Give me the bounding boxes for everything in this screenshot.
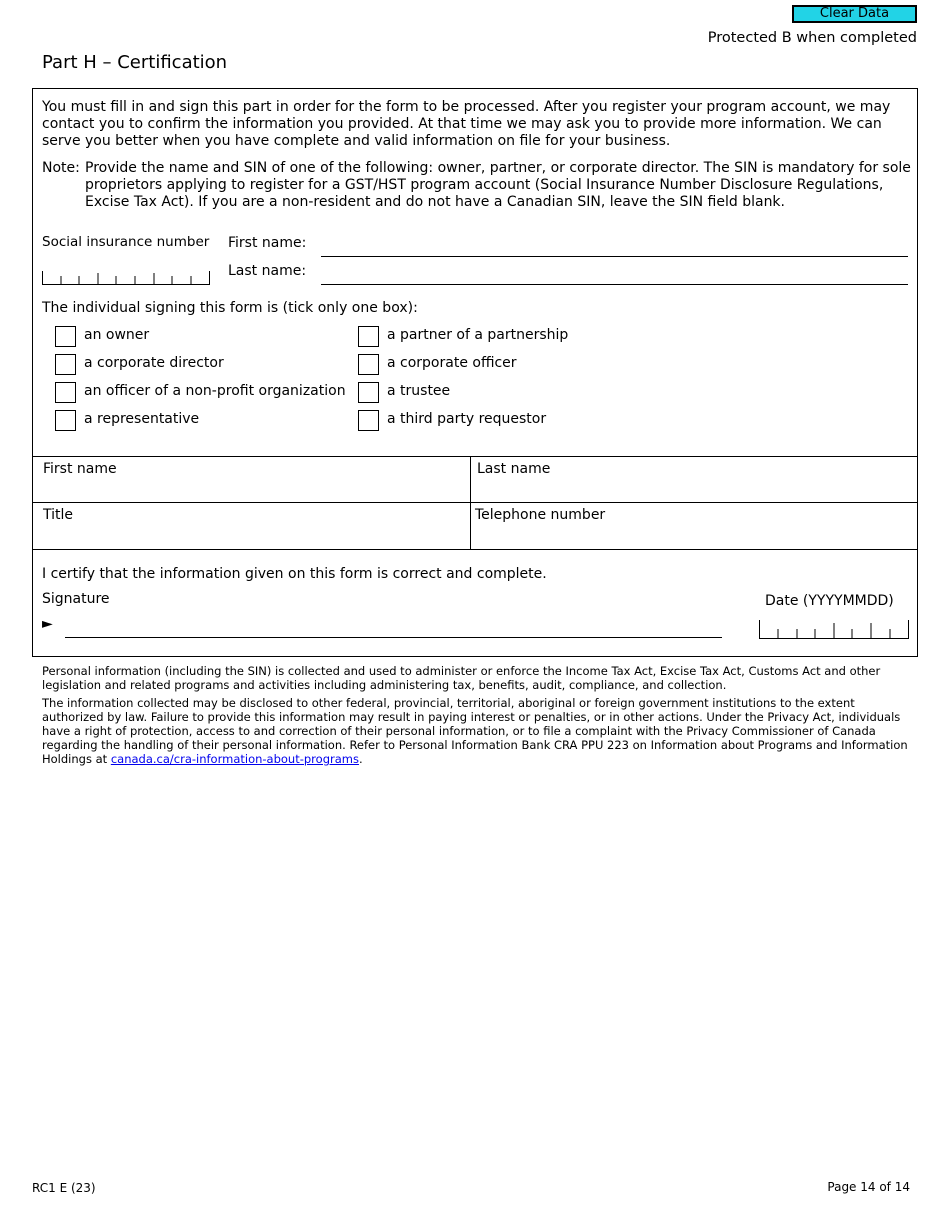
trustee-checkbox[interactable] [358, 382, 379, 403]
last-name-label: Last name: [228, 263, 307, 279]
privacy-statement-1: Personal information (including the SIN) is collected and used to administer or enforce the Income Tax Act, Excise Tax Act, Customs Act and other legislation and related programs and activities including administering tax, benefits, audit, compliance, and collection. [42, 664, 881, 692]
corporate-officer-option-label: a corporate officer [387, 355, 517, 371]
non-profit-officer-checkbox[interactable] [55, 382, 76, 403]
last-name-field[interactable] [321, 284, 908, 285]
part-title: Part H – Certification [42, 52, 228, 73]
signature-label: Signature [42, 591, 110, 607]
cra-info-link[interactable]: canada.ca/cra-information-about-programs [110, 752, 359, 766]
privacy-statement-2-end: . [358, 752, 363, 766]
form-code: RC1 E (23) [32, 1181, 96, 1195]
clear-data-button[interactable]: Clear Data [792, 5, 917, 23]
table-divider [32, 549, 918, 550]
signature-field[interactable] [65, 637, 722, 638]
signer-type-prompt: The individual signing this form is (tick only one box): [42, 300, 418, 316]
intro-text: You must fill in and sign this part in order for the form to be processed. After you register your program account, we may contact you to confirm the information you provided. At that time we may ask you to provide more information. We can serve you better when you have complete and valid information on file for your business. [42, 99, 891, 149]
note-text: Provide the name and SIN of one of the following: owner, partner, or corporate director. The SIN is mandatory for sole proprietors applying to register for a GST/HST program account (Social Insurance Number Disclosure Regulations, Excise Tax Act). If you are a non-resident and do not have a Canadian SIN, leave the SIN field blank. [85, 160, 911, 210]
sin-label: Social insurance number [42, 234, 210, 250]
first-name-field[interactable] [321, 256, 908, 257]
date-label: Date (YYYYMMDD) [765, 593, 894, 609]
third-party-requestor-option-label: a third party requestor [387, 411, 547, 427]
telephone-label: Telephone number [475, 507, 606, 523]
corporate-director-option-label: a corporate director [84, 355, 224, 371]
page-number: Page 14 of 14 [827, 1180, 910, 1194]
first-name-label: First name: [228, 235, 307, 251]
trustee-option-label: a trustee [387, 383, 451, 399]
partner-option-label: a partner of a partnership [387, 327, 569, 343]
third-party-requestor-checkbox[interactable] [358, 410, 379, 431]
note-label: Note: [42, 160, 80, 176]
certification-statement: I certify that the information given on this form is correct and complete. [42, 566, 547, 582]
non-profit-officer-option-label: an officer of a non-profit organization [84, 383, 346, 399]
representative-option-label: a representative [84, 411, 200, 427]
owner-checkbox[interactable] [55, 326, 76, 347]
sin-input[interactable] [42, 263, 210, 285]
protected-label: Protected B when completed [707, 30, 917, 46]
privacy-statement-2-text: The information collected may be disclosed to other federal, provincial, territorial, aboriginal or foreign government institutions to the extent authorized by law. Failure to provide this information may result in paying interest or penalties, or in other actions. Under the Privacy Act, individuals have a right of protection, access to and correction of their personal information, or to file a complaint with the Privacy Commissioner of Canada regarding the handling of their personal information. Refer to Personal Information Bank CRA PPU 223 on Information about Programs and Information Holdings at [42, 696, 908, 766]
corporate-director-checkbox[interactable] [55, 354, 76, 375]
title-label: Title [43, 507, 74, 523]
date-input[interactable] [759, 618, 909, 639]
contact-last-name-label: Last name [477, 461, 551, 477]
contact-first-name-label: First name [43, 461, 117, 477]
title-field[interactable] [33, 503, 470, 549]
partner-checkbox[interactable] [358, 326, 379, 347]
corporate-officer-checkbox[interactable] [358, 354, 379, 375]
owner-option-label: an owner [84, 327, 150, 343]
privacy-statement-2 [42, 696, 914, 766]
arrow-right-icon: ► [42, 616, 53, 632]
representative-checkbox[interactable] [55, 410, 76, 431]
